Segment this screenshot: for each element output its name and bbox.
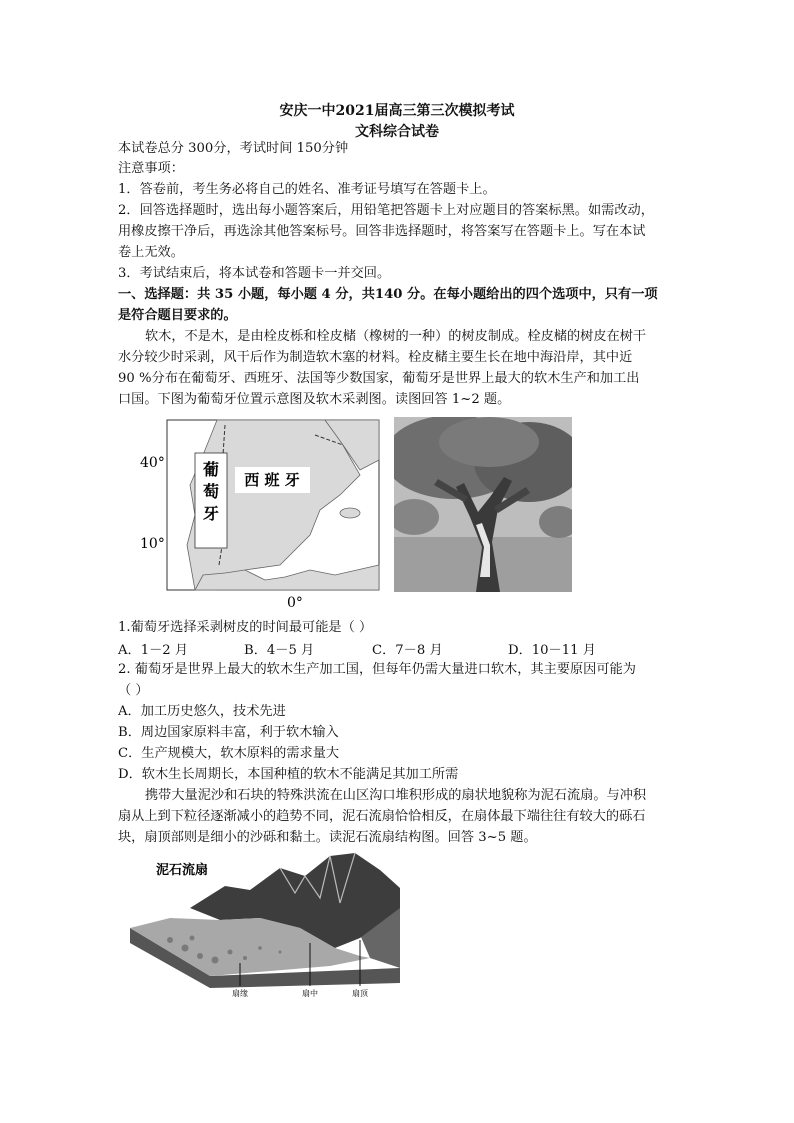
exam-title: 安庆一中2021届高三第三次模拟考试 — [279, 103, 515, 119]
passage2-line1: 携带大量泥沙和石块的特殊洪流在山区沟口堆积形成的扇状地貌称为泥石流扇。与冲积 — [145, 788, 647, 803]
section-heading-b: 是符合题目要求的。 — [118, 308, 237, 323]
notice-3: 3．考试结束后，将本试卷和答题卡一并交回。 — [118, 266, 391, 281]
fan-figure-title: 泥石流扇 — [156, 863, 209, 878]
notice-1: 1．答卷前，考生务必将自己的姓名、准考证号填写在答题卡上。 — [118, 182, 496, 197]
passage2-line3: 块，扇顶部则是细小的沙砾和黏土。读泥石流扇结构图。回答 3~5 题。 — [118, 830, 537, 845]
q2-option-b: B．周边国家原料丰富，利于软木输入 — [118, 725, 339, 740]
q1-option-d: D．10－11 月 — [508, 643, 596, 658]
fan-label-middle: 扇中 — [302, 989, 318, 998]
lat-40-label: 40° — [140, 455, 165, 471]
lat-10-label: 10° — [140, 536, 165, 552]
cork-tree-photo — [394, 417, 572, 592]
passage1-line2: 水分较少时采剥，风干后作为制造软木塞的材料。栓皮槠主要生长在地中海沿岸，其中近 — [118, 350, 633, 365]
notice-2a: 2．回答选择题时，选出每小题答案后，用铅笔把答题卡上对应题目的答案标黑。如需改动， — [118, 203, 654, 218]
label-portugal-3: 牙 — [202, 504, 220, 523]
passage2-line2: 扇从上到下粒径逐渐减小的趋势不同，泥石流扇恰恰相反，在扇体最下端往往有较大的砾石 — [118, 809, 646, 824]
q2-stem: 2. 葡萄牙是世界上最大的软木生产加工国，但每年仍需大量进口软木，其主要原因可能为 — [118, 662, 636, 677]
debris-fan-diagram — [130, 848, 400, 998]
notice-2c: 卷上无效。 — [118, 245, 184, 260]
notice-2b: 用橡皮擦干净后，再选涂其他答案标号。回答非选择题时，将答案写在答题卡上。写在本试 — [118, 224, 646, 239]
passage1-line3: 90 %分布在葡萄牙、西班牙、法国等少数国家，葡萄牙是世界上最大的软木生产和加工出 — [118, 371, 640, 386]
q1-option-a: A．1－2 月 — [118, 643, 189, 658]
passage1-line4: 口国。下图为葡萄牙位置示意图及软木采剥图。读图回答 1~2 题。 — [118, 392, 511, 407]
q1-option-c: C．7－8 月 — [372, 643, 443, 658]
notice-title: 注意事项： — [118, 161, 184, 176]
section-heading-a: 一、选择题：共 35 小题，每小题 4 分，共140 分。在每小题给出的四个选项中，只有一项 — [118, 287, 658, 302]
label-portugal-1: 葡 — [202, 460, 220, 479]
q2-option-a: A．加工历史悠久，技术先进 — [118, 704, 286, 719]
q2-paren: （ ） — [118, 683, 149, 698]
passage1-line1: 软木，不是木，是由栓皮栎和栓皮槠（橡树的一种）的树皮制成。栓皮槠的树皮在树干 — [145, 329, 647, 344]
balearic-island — [340, 508, 360, 518]
fan-label-top: 扇顶 — [352, 989, 368, 998]
label-spain: 西 班 牙 — [244, 471, 300, 489]
lon-0-label: 0° — [287, 595, 303, 610]
fan-label-edge: 扇缘 — [232, 989, 248, 998]
exam-subtitle: 文科综合试卷 — [355, 124, 439, 140]
q2-option-d: D．软木生长周期长，本国种植的软木不能满足其加工所需 — [118, 767, 459, 782]
q2-option-c: C．生产规模大，软木原料的需求量大 — [118, 746, 340, 761]
score-line: 本试卷总分 300分，考试时间 150分钟 — [118, 141, 349, 156]
q1-option-b: B．4－5 月 — [244, 643, 315, 658]
portugal-map — [135, 415, 385, 610]
q1-stem: 1.葡萄牙选择采剥树皮的时间最可能是（ ） — [118, 620, 373, 635]
label-portugal-2: 萄 — [202, 482, 220, 501]
